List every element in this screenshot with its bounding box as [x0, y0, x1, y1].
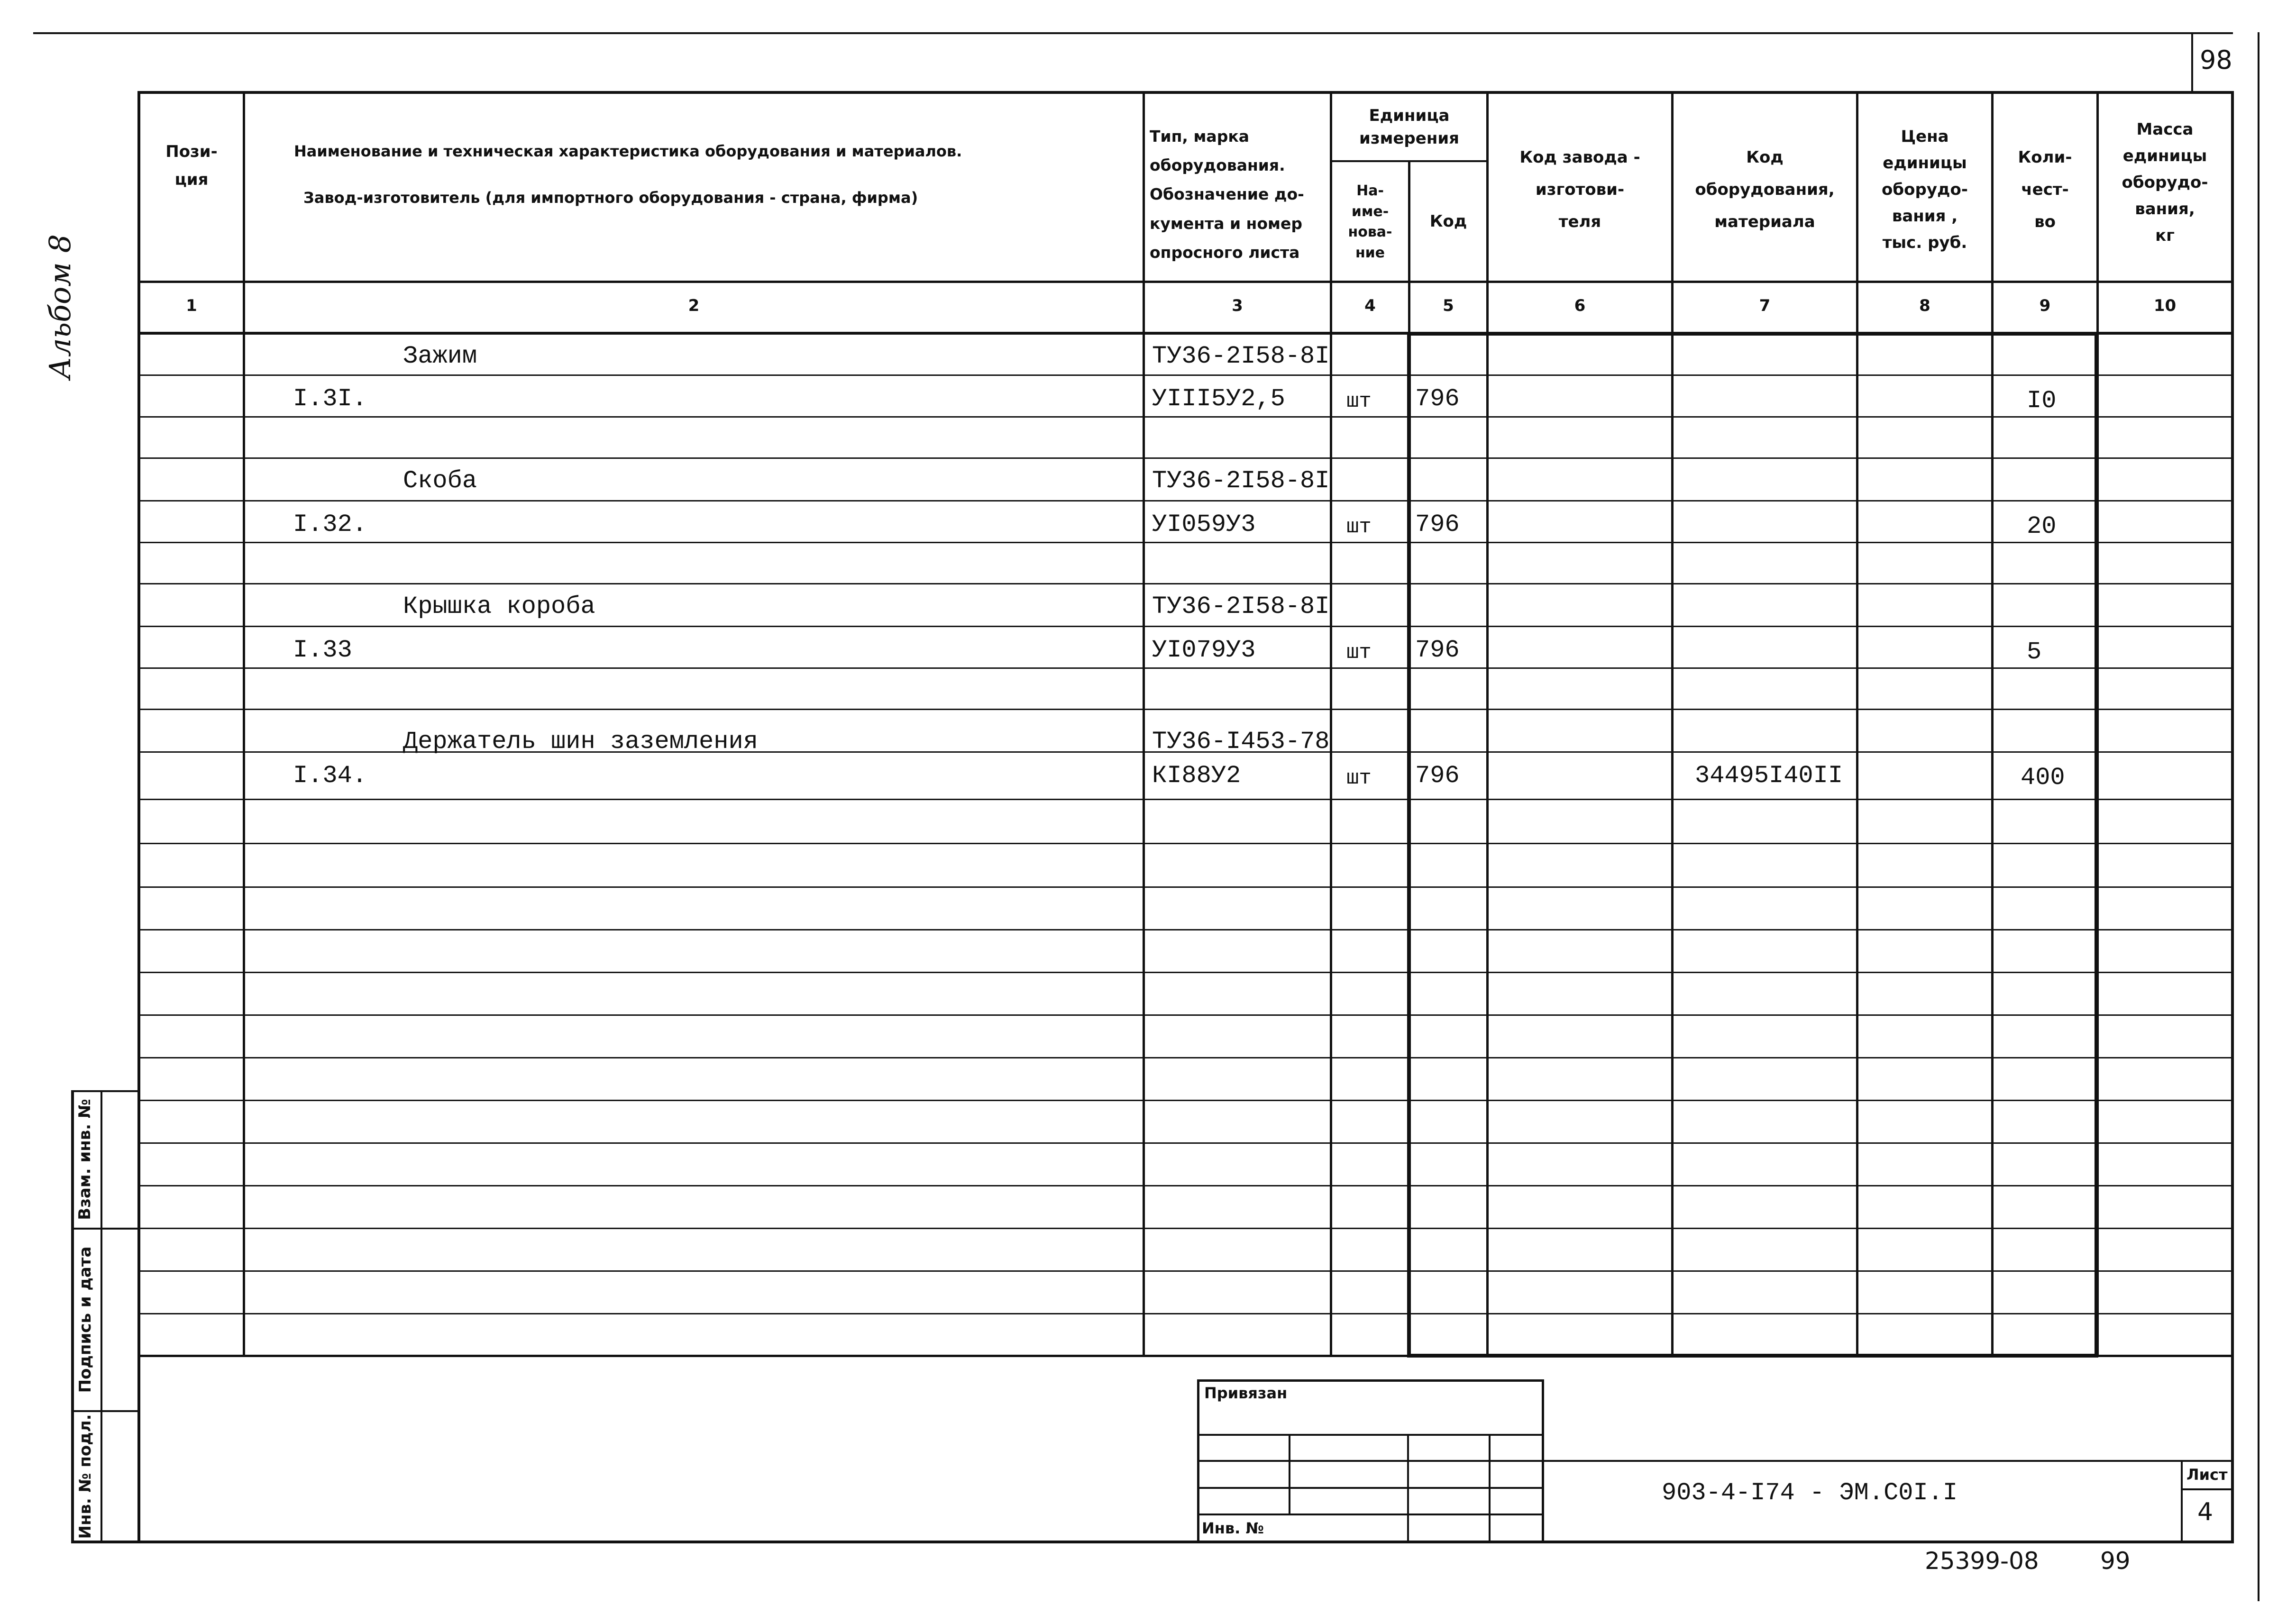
item-position: I.34. — [293, 762, 367, 790]
header-type: Тип, марка оборудования. Обозначение до- кумента и номер опросного листа — [1150, 127, 1304, 262]
row-rule — [137, 1057, 2234, 1058]
colnum-5: 5 — [1443, 296, 1454, 315]
top-rule — [33, 32, 2233, 34]
row-rule — [137, 667, 2234, 669]
item-quantity: I0 — [2027, 387, 2057, 415]
item-name: Держатель шин заземления — [403, 728, 758, 756]
colnum-8: 8 — [1919, 296, 1930, 315]
item-unit-code: 796 — [1415, 762, 1460, 790]
header-name-line1: Наименование и техническая характеристика оборудования и материалов. — [294, 142, 962, 160]
album-label: Альбом 8 — [43, 234, 77, 379]
row-rule — [137, 1270, 2234, 1272]
item-quantity: 400 — [2021, 764, 2065, 792]
row-rule — [137, 374, 2234, 376]
item-unit-code: 796 — [1415, 511, 1460, 538]
title-privyazan: Привязан — [1204, 1384, 1288, 1402]
archive-number: 25399-08 — [1925, 1547, 2039, 1575]
header-name-line2: Завод-изготовитель (для импортного оборудования - страна, фирма) — [303, 189, 918, 207]
frame-bottom — [71, 1541, 2234, 1543]
header-price: Цена единицы оборудо- вания , тыс. руб. — [1882, 127, 1968, 253]
header-equipment-code: Код оборудования, материала — [1695, 148, 1835, 231]
item-name: Скоба — [403, 467, 477, 495]
stamp-inv-original: Инв. № подл. — [76, 1414, 95, 1539]
item-unit: шт — [1346, 766, 1372, 790]
item-equipment-code: 34495I40II — [1695, 762, 1843, 790]
item-doc: ТУ36-2I58-8I — [1152, 342, 1330, 370]
header-unit-name: На- име- нова- ние — [1348, 182, 1392, 261]
frame-right — [2231, 91, 2234, 1543]
title-inv-no: Инв. № — [1202, 1519, 1264, 1537]
row-rule — [137, 542, 2234, 543]
colnum-10: 10 — [2153, 296, 2177, 315]
item-position: I.3I. — [293, 385, 367, 413]
header-quantity: Коли- чест- во — [2018, 148, 2072, 231]
row-rule — [137, 709, 2234, 710]
colnum-4: 4 — [1364, 296, 1376, 315]
row-rule — [137, 1014, 2234, 1016]
item-unit: шт — [1346, 515, 1372, 539]
sheet-number: 4 — [2197, 1498, 2214, 1526]
item-doc: ТУ36-I453-78 — [1152, 728, 1330, 756]
header-bottom-rule — [137, 281, 2234, 283]
document-code: 903-4-I74 - ЭМ.С0I.I — [1662, 1479, 1958, 1507]
item-name: Крышка короба — [403, 593, 595, 620]
item-position: I.32. — [293, 511, 367, 538]
colnum-3: 3 — [1232, 296, 1243, 315]
header-unit-code: Код — [1429, 212, 1467, 231]
header-unit-group: Единица измерения — [1359, 106, 1459, 148]
stamp-signature-date: Подпись и дата — [76, 1246, 95, 1393]
row-rule — [137, 1185, 2234, 1186]
item-doc: УI059У3 — [1152, 511, 1256, 538]
row-rule — [137, 843, 2234, 844]
row-rule — [137, 1100, 2234, 1101]
frame-top — [137, 91, 2234, 94]
row-rule — [137, 886, 2234, 888]
colnum-1: 1 — [186, 296, 197, 315]
item-quantity: 20 — [2027, 512, 2057, 540]
item-position: I.33 — [293, 636, 352, 664]
colnum-7: 7 — [1759, 296, 1771, 315]
header-factory-code: Код завода - изготови- теля — [1519, 148, 1640, 231]
row-rule — [137, 583, 2234, 584]
item-quantity: 5 — [2027, 638, 2042, 666]
item-name: Зажим — [403, 342, 477, 370]
colnum-2: 2 — [688, 296, 700, 315]
page-number: 98 — [2200, 45, 2232, 75]
item-unit: шт — [1346, 641, 1372, 665]
table-end-rule — [137, 1355, 2234, 1357]
row-rule — [137, 1228, 2234, 1229]
item-doc: ТУ36-2I58-8I — [1152, 593, 1330, 620]
item-doc: КI88У2 — [1152, 762, 1241, 790]
colnum-9: 9 — [2039, 296, 2051, 315]
row-rule — [137, 1313, 2234, 1314]
item-doc: УIII5У2,5 — [1152, 385, 1285, 413]
row-rule — [137, 626, 2234, 627]
item-doc: УI079У3 — [1152, 636, 1256, 664]
row-rule — [137, 799, 2234, 800]
colnum-6: 6 — [1574, 296, 1586, 315]
row-rule — [137, 416, 2234, 418]
sheet-label: Лист — [2186, 1466, 2228, 1484]
item-unit-code: 796 — [1415, 636, 1460, 664]
stamp-inv-replace: Взам. инв. № — [75, 1099, 94, 1220]
header-mass: Масса единицы оборудо- вания, кг — [2122, 119, 2208, 246]
item-doc: ТУ36-2I58-8I — [1152, 467, 1330, 495]
row-rule — [137, 1142, 2234, 1144]
row-rule — [137, 929, 2234, 930]
header-position: Пози- ция — [165, 142, 218, 189]
row-rule — [137, 500, 2234, 501]
item-unit-code: 796 — [1415, 385, 1460, 413]
row-rule — [137, 972, 2234, 973]
item-unit: шт — [1346, 390, 1372, 413]
row-rule — [137, 457, 2234, 459]
footer-page: 99 — [2100, 1547, 2131, 1575]
right-edge-rule — [2258, 32, 2259, 1601]
